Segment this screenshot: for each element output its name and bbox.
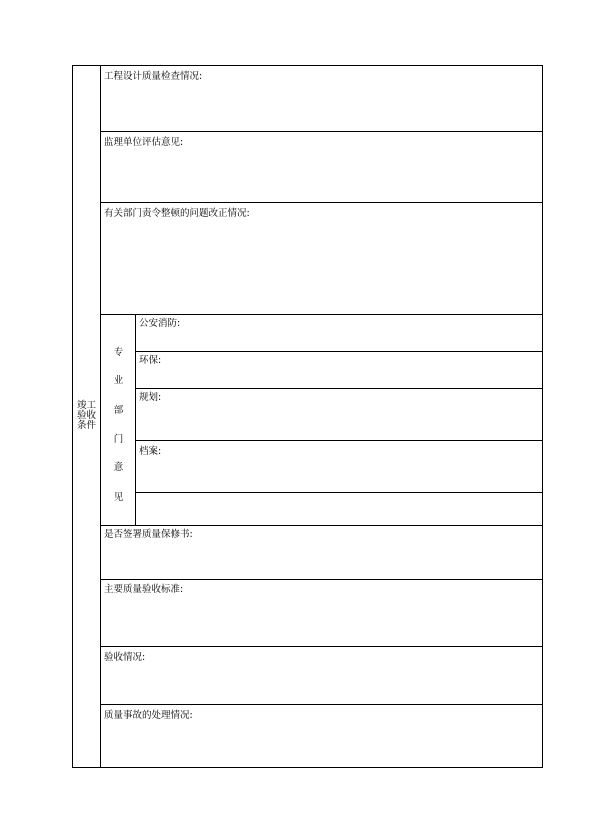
row-divider <box>101 131 542 132</box>
left-header-line-1: 竣工 <box>76 400 96 411</box>
row-divider <box>101 525 542 526</box>
archive-dept-label: 档案: <box>139 446 162 457</box>
row-divider <box>101 202 542 203</box>
dept-row-divider <box>136 492 542 493</box>
dept-char-1: 专 <box>113 347 124 358</box>
dept-row-divider <box>136 351 542 352</box>
left-header-line-3: 条件 <box>76 420 96 431</box>
row-divider <box>101 646 542 647</box>
design-quality-label: 工程设计质量检查情况: <box>104 71 203 82</box>
dept-char-5: 意 <box>113 462 124 473</box>
dept-char-6: 见 <box>113 492 124 503</box>
rectification-label: 有关部门责令整顿的问题改正情况: <box>104 208 250 219</box>
warranty-label: 是否签署质量保修书: <box>104 529 193 540</box>
supervision-label: 监理单位评估意见: <box>104 137 184 148</box>
row-divider <box>101 579 542 580</box>
dept-row-divider <box>136 440 542 441</box>
dept-char-3: 部 <box>113 405 124 416</box>
standards-label: 主要质量验收标准: <box>104 584 184 595</box>
row-divider <box>101 704 542 705</box>
dept-row-divider <box>136 388 542 389</box>
env-dept-label: 环保: <box>139 355 162 366</box>
dept-char-2: 业 <box>113 375 124 386</box>
dept-char-4: 门 <box>113 434 124 445</box>
accidents-label: 质量事故的处理情况: <box>104 710 193 721</box>
acceptance-form <box>72 65 543 768</box>
acceptance-label: 验收情况: <box>104 652 146 663</box>
planning-dept-label: 规划: <box>139 392 162 403</box>
left-header-line-2: 验收 <box>76 410 96 421</box>
dept-opinion-label <box>101 314 136 525</box>
row-divider <box>101 314 542 315</box>
fire-dept-label: 公安消防: <box>139 318 181 329</box>
left-header-label <box>73 401 100 431</box>
